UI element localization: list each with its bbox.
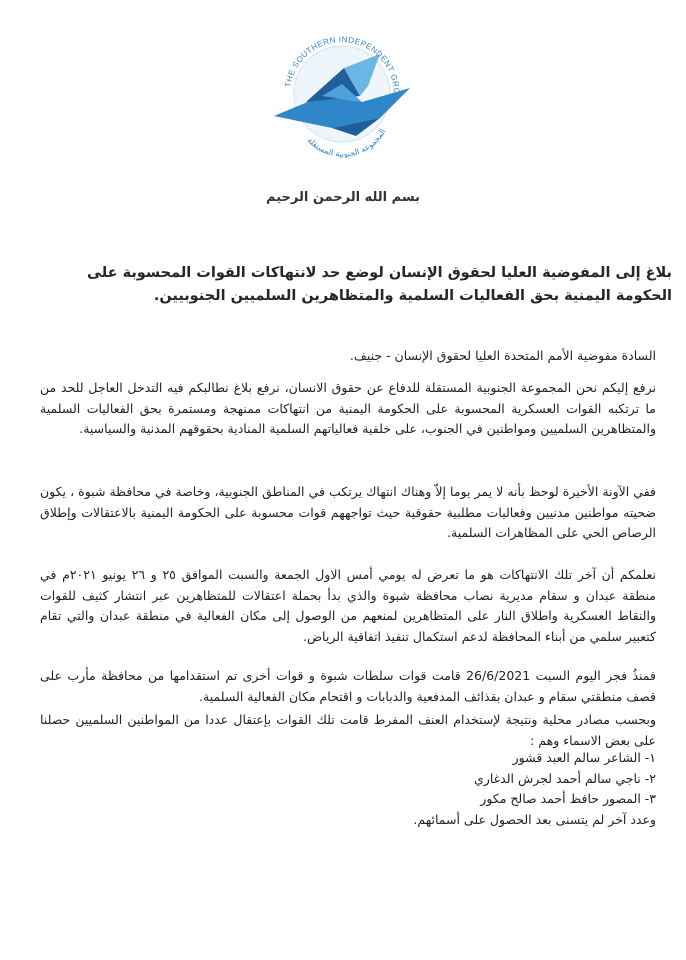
dove-logo-icon	[262, 32, 424, 158]
detainees-list	[40, 748, 656, 830]
logo-text-ar: المجموعة الجنوبية المستقلة	[305, 127, 388, 158]
paragraph-latest-violation: نعلمكم أن آخر تلك الانتهاكات هو ما تعرض له يومي أمس الاول الجمعة والسبت الموافق ٢٥ و ٢٦ يونيو ٢٠٢١م في منطقة عبدان و سقام مديرية نصاب محافظة شبوة والذي بدأ بحملة اعتقالات للمتظاهرين عبر انتشار كثيف للقوات والنقاط العسكرية واطلاق النار على المتظاهرين لمنعهم من الوصول إلى مكان الفعالية في منطقة عبدان والتي تقام كتعبير سلمي من أبناء المحافظة لدعم استكمال تنفيذ اتفاقية الرياض.	[40, 567, 657, 644]
paragraph-recent-violations: ففي الآونة الأخيرة لوحظ بأنه لا يمر يوما إلاّ وهناك انتهاك يرتكب في المناطق الجنوبية، وخاصة في محافظة شبوة ، يكون ضحيته مواطنين مدنيين وفعاليات مطلبية حقوقية حيث تواجههم قوات محسوبة على الحكومة اليمنية بالاعتقالات وإطلاق الرصاص الحي على المظاهرات السلمية.	[40, 484, 656, 541]
organization-logo	[262, 32, 424, 158]
paragraph-shelling: فمنذُ فجر اليوم السبت 26/6/2021 قامت قوات سلطات شبوة و قوات أخرى تم استقدامها من محافظة مأرب على قصف منطقتي سقام و عبدان بقذائف المدفعية والدبابات و اقتحام مكان الفعالية السلمية.	[40, 668, 656, 704]
paragraph-arrests: وبحسب مصادر محلية ونتيجة لإستخدام العنف المفرط قامت تلك القوات بإعتقال عددا من المواطنين السلميين حصلنا على بعض الاسماء وهم :	[40, 712, 656, 748]
list-item: ١- الشاعر سالم العبد قشور	[512, 750, 656, 765]
report-title: بلاغ إلى المفوضية العليا لحقوق الإنسان لوضع حد لانتهاكات القوات المحسوبة على الحكومة اليمنية بحق الفعاليات السلمية والمتظاهرين السلميين الجنوبيين.	[87, 265, 672, 304]
paragraph-intro: نرفع إليكم نحن المجموعة الجنوبية المستقلة للدفاع عن حقوق الانسان، نرفع بلاغ نطالبكم فيه التدخل العاجل للحد من ما ترتكبه القوات العسكرية المحسوبة على الحكومة اليمنية من انتهاكات ممنهجة ومستمرة بحق الفعاليات السلمية والمتظاهرين السلميين ومواطنين في الجنوب، على خلفية فعالياتهم السلمية المنادية بحقوقهم المدنية والسياسية.	[40, 380, 656, 437]
addressee: السادة مفوضية الأمم المتحدة العليا لحقوق الإنسان - جنيف.	[349, 348, 656, 363]
logo-text-en: THE SOUTHERN INDEPENDENT GRO	[283, 34, 402, 95]
list-item: وعدد آخر لم يتسنى بعد الحصول على أسمائهم.	[413, 811, 656, 827]
list-item: ٢- ناجي سالم أحمد لجرش الدغاري	[474, 770, 656, 786]
basmala: بسم الله الرحمن الرحيم	[266, 190, 420, 205]
list-item: ٣- المصور حافظ أحمد صالح مكور	[480, 791, 656, 807]
